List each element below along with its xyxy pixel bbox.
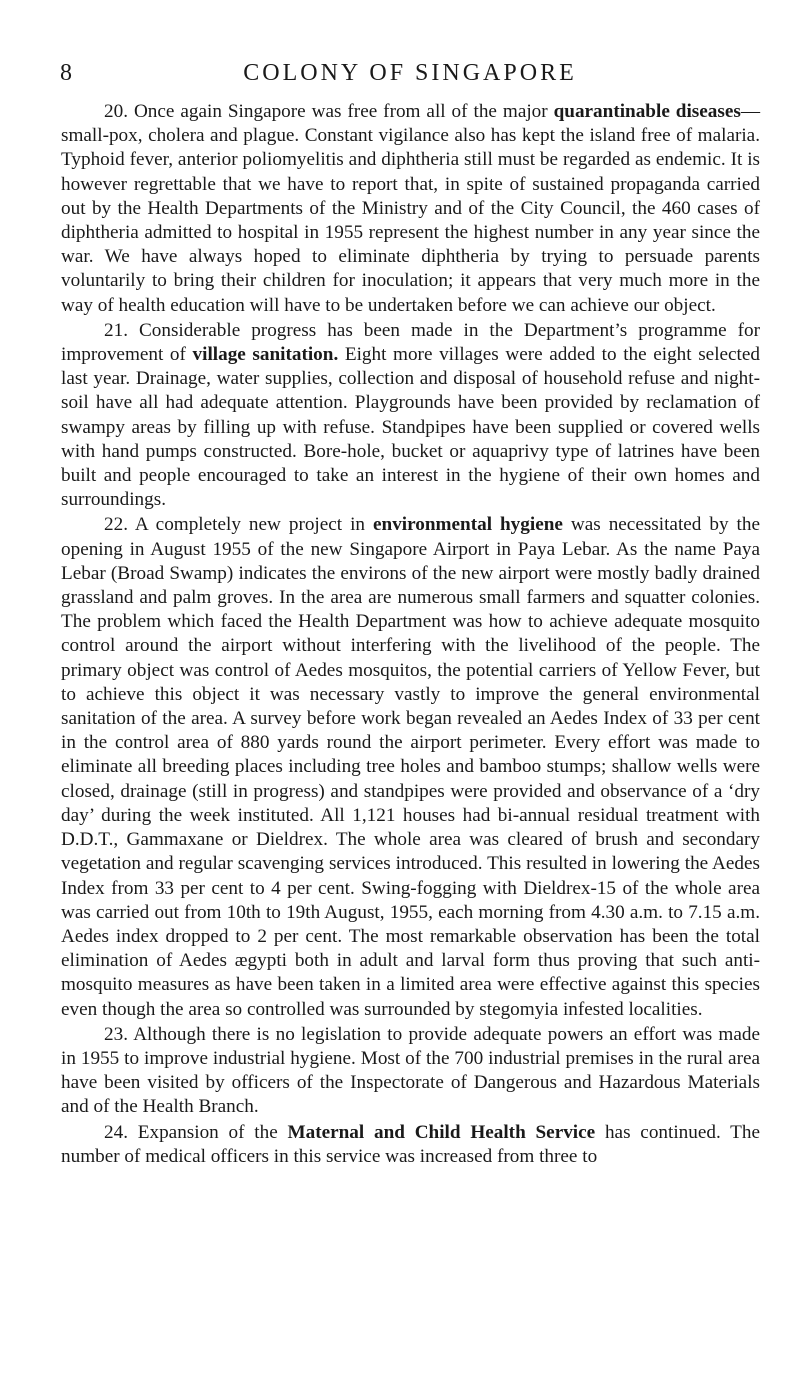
paragraph-21: 21. Considerable progress has been made in the Department’s programme for improvement of village sanitation. Eight more villages were added to the eight selected last year. Drainage, water supplies, collection and disposal of household refuse and night-soil have all had adequate attention. Playgrounds have been provided by reclamation of swampy areas by filling up with refuse. Standpipes have been supplied or covered wells with hand pumps constructed. Bore-hole, bucket or aquaprivy type of latrines have been built and people encouraged to take an interest in the hygiene of their own homes and surroundings. xyxy=(61,319,761,511)
paragraph-number: 22. xyxy=(104,514,128,536)
body-text xyxy=(61,100,760,1169)
paragraph-number: 21. xyxy=(104,319,128,341)
paragraph-number: 23. xyxy=(104,1023,128,1045)
bold-term: quarantinable diseases xyxy=(553,101,741,122)
paragraph-22: 22. A completely new project in environmental hygiene was necessitated by the opening in August 1955 of the new Singapore Airport in Paya Lebar. As the name Paya Lebar (Broad Swamp) indicates the environs of the new airport were mostly badly drained grassland and palm groves. In the area are numerous small farmers and squatter colonies. The problem which faced the Health Department was how to achieve adequate mosquito control around the airport without interfering with the livelihood of the people. The primary object was control of Aedes mosquitos, the potential carriers of Yellow Fever, but to achieve this object it was necessary vastly to improve the general environmental sanitation of the area. A survey before work began revealed an Aedes Index of 33 per cent in the control area of 880 yards round the airport perimeter. Every effort was made to eliminate all breeding places including tree holes and bamboo stumps; shallow wells were closed, drainage (still in progress) and standpipes were provided and observance of a ‘dry day’ during the week instituted. All 1,121 houses had bi-annual residual treatment with D.D.T., Gammaxane or Dieldrex. The whole area was cleared of brush and secondary vegetation and regular scavenging services introduced. This resulted in lowering the Aedes Index from 33 per cent to 4 per cent. Swing-fogging with Dieldrex-15 of the whole area was carried out from 10th to 19th August, 1955, each morning from 4.30 a.m. to 7.15 a.m. Aedes index dropped to 2 per cent. The most remarkable observation has been the total elimination of Aedes ægypti both in adult and larval form thus proving that such anti-mosquito measures as have been taken in a limited area were effective against this species even though the area so controlled was surrounded by stegomyia infested localities. xyxy=(61,514,760,1020)
running-head: COLONY OF SINGAPORE xyxy=(243,60,577,86)
page-number: 8 xyxy=(60,60,72,86)
paragraph-23: 23. Although there is no legislation to provide adequate powers an effort was made in 1955 to improve industrial hygiene. Most of the 700 industrial premises in the rural area have been visited by officers of the Inspectorate of Dangerous and Hazardous Materials and of the Health Branch. xyxy=(61,1023,760,1118)
paragraph-number: 24. xyxy=(104,1121,128,1143)
page-header xyxy=(60,58,760,88)
paragraph-24: 24. Expansion of the Maternal and Child Health Service has continued. The number of medical officers in this service was increased from three to xyxy=(61,1121,761,1167)
bold-term: environmental hygiene xyxy=(373,514,563,536)
paragraph-20: 20. Once again Singapore was free from all of the major quarantinable diseases—small-pox, cholera and plague. Constant vigilance also has kept the island free of malaria. Typhoid fever, anterior poliomyelitis and diphtheria still must be regarded as endemic. It is however regrettable that we have to report that, in spite of sustained propaganda carried out by the Health Departments of the Ministry and of the City Council, the 460 cases of diphtheria admitted to hospital in 1955 represent the highest number in any year since the war. We have always hoped to eliminate diphtheria by trying to persuade parents voluntarily to bring their children for inoculation; it appears that very much more in the way of health education will have to be undertaken before we can achieve our object. xyxy=(61,101,760,316)
paragraph-number: 20. xyxy=(104,101,128,122)
bold-term: Maternal and Child Health Service xyxy=(287,1121,596,1143)
bold-term: village sanitation. xyxy=(192,344,339,366)
